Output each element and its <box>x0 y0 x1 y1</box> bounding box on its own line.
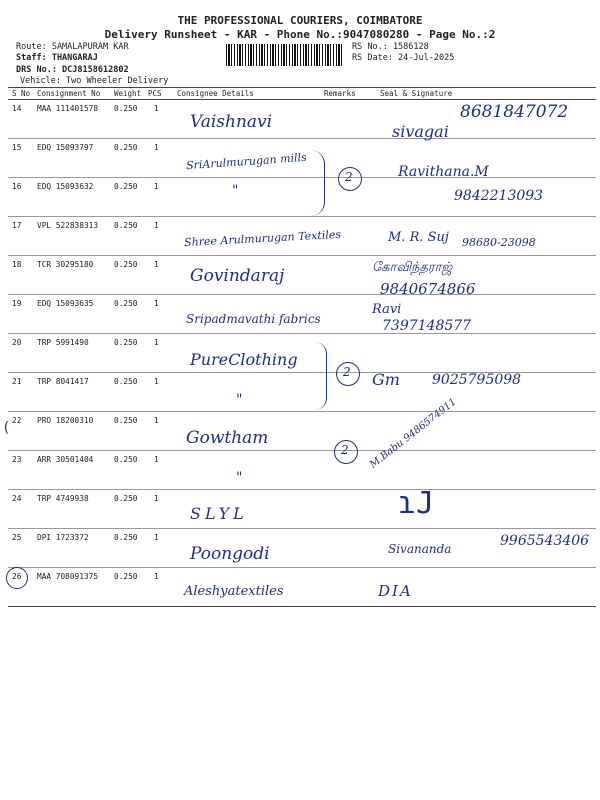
row-sno: 22 <box>12 416 22 425</box>
col-consignee: Consignee Details <box>177 89 254 98</box>
row-consignment: ARR 30501404 <box>37 455 94 464</box>
consignee-handwriting: Govindaraj <box>190 266 285 286</box>
row-sno: 17 <box>12 221 22 230</box>
consignee-handwriting: Aleshyatextiles <box>184 584 284 599</box>
col-seal: Seal & Signature <box>380 89 453 98</box>
row-weight: 0.250 <box>114 416 138 425</box>
phone-handwriting: 9840674866 <box>380 280 476 298</box>
col-pcs: PCS <box>148 89 162 98</box>
row-sno: 14 <box>12 104 22 113</box>
row-sno: 24 <box>12 494 22 503</box>
row-pcs: 1 <box>154 299 159 308</box>
row-sno: 21 <box>12 377 22 386</box>
rs-number: RS No.: 1586128 <box>352 42 429 52</box>
row-pcs: 1 <box>154 572 159 581</box>
row-pcs: 1 <box>154 455 159 464</box>
row-pcs: 1 <box>154 182 159 191</box>
row-weight: 0.250 <box>114 260 138 269</box>
row-weight: 0.250 <box>114 104 138 113</box>
signature-handwriting: கோவிந்தராஜ் <box>372 260 453 275</box>
phone-handwriting: 9025795098 <box>432 372 522 388</box>
col-weight: Weight <box>114 89 142 98</box>
col-sno: S No <box>12 89 31 98</box>
ditto-handwriting: " <box>232 183 239 199</box>
row-pcs: 1 <box>154 377 159 386</box>
row-weight: 0.250 <box>114 299 138 308</box>
count-handwriting: 2 <box>341 443 349 457</box>
consignee-handwriting: SLYL <box>190 504 248 523</box>
row-consignment: PRO 18200310 <box>37 416 94 425</box>
row-consignment: TRP 5991490 <box>37 338 89 347</box>
signature-handwriting: M.Babu 9486574911 <box>368 396 459 471</box>
count-handwriting: 2 <box>343 365 351 379</box>
row-consignment: TCR 30295180 <box>37 260 94 269</box>
signature-handwriting: Gm <box>372 370 400 389</box>
row-consignment: TRP 4749938 <box>37 494 89 503</box>
margin-mark: ( <box>2 420 11 436</box>
row-weight: 0.250 <box>114 455 138 464</box>
row-weight: 0.250 <box>114 494 138 503</box>
sno-circle-mark <box>6 567 28 589</box>
row-weight: 0.250 <box>114 221 138 230</box>
phone-handwriting: 9965543406 <box>500 533 590 549</box>
col-consignment: Consignment No <box>37 89 101 98</box>
row-consignment: EDQ 15093632 <box>37 182 94 191</box>
phone-handwriting: 8681847072 <box>460 102 569 122</box>
row-consignment: MAA 111401578 <box>37 104 99 113</box>
signature-handwriting: DIA <box>378 582 413 600</box>
consignee-handwriting: Shree Arulmurugan Textiles <box>183 227 342 250</box>
row-sno: 20 <box>12 338 22 347</box>
row-weight: 0.250 <box>114 182 138 191</box>
row-weight: 0.250 <box>114 572 138 581</box>
row-sno: 18 <box>12 260 22 269</box>
row-pcs: 1 <box>154 416 159 425</box>
row-sno: 23 <box>12 455 22 464</box>
consignee-handwriting: Poongodi <box>190 544 270 564</box>
row-consignment: VPL 522838313 <box>37 221 99 230</box>
row-consignment: EDQ 15093797 <box>37 143 94 152</box>
col-remarks: Remarks <box>324 89 356 98</box>
row-pcs: 1 <box>154 494 159 503</box>
rs-date: RS Date: 24-Jul-2025 <box>352 53 455 63</box>
row-sno: 15 <box>12 143 22 152</box>
phone-handwriting: 98680-23098 <box>462 236 536 249</box>
consignee-handwriting: Gowtham <box>186 428 269 448</box>
consignee-handwriting: PureClothing <box>190 350 298 369</box>
company-title: THE PROFESSIONAL COURIERS, COIMBATORE <box>177 14 423 27</box>
runsheet-subtitle: Delivery Runsheet - KAR - Phone No.:9047080280 - Page No.:2 <box>104 28 496 41</box>
consignee-handwriting: SriArulmurugan mills <box>185 150 308 173</box>
row-pcs: 1 <box>154 533 159 542</box>
count-handwriting: 2 <box>345 170 353 184</box>
drs-number: DRS No.: DCJ8158612802 <box>16 65 129 75</box>
row-pcs: 1 <box>154 221 159 230</box>
phone-handwriting: 7397148577 <box>382 318 472 334</box>
stamp-signature: ɿJ <box>398 486 435 521</box>
signature-handwriting: sivagai <box>392 122 449 141</box>
row-consignment: EDQ 15093635 <box>37 299 94 308</box>
row-sno: 25 <box>12 533 22 542</box>
bracket-mark <box>314 342 327 410</box>
row-pcs: 1 <box>154 338 159 347</box>
signature-handwriting: Ravithana.M <box>398 164 489 180</box>
consignee-handwriting: Vaishnavi <box>190 112 273 132</box>
row-sno: 19 <box>12 299 22 308</box>
row-weight: 0.250 <box>114 377 138 386</box>
staff-label: Staff: THANGARAJ <box>16 53 98 63</box>
row-consignment: DPI 1723372 <box>37 533 89 542</box>
row-sno: 26 <box>12 572 22 581</box>
ditto-handwriting: " <box>236 470 243 486</box>
consignee-handwriting: Sripadmavathi fabrics <box>186 312 321 326</box>
row-weight: 0.250 <box>114 338 138 347</box>
signature-handwriting: Ravi <box>372 302 402 317</box>
ditto-handwriting: " <box>236 392 243 408</box>
route-label: Route: SAMALAPURAM KAR <box>16 42 129 52</box>
row-sno: 16 <box>12 182 22 191</box>
signature-handwriting: Sivananda <box>388 542 452 556</box>
bracket-mark <box>310 150 325 216</box>
row-consignment: TRP 8041417 <box>37 377 89 386</box>
row-weight: 0.250 <box>114 143 138 152</box>
vehicle-label: Vehicle: Two Wheeler Delivery <box>20 76 169 86</box>
row-pcs: 1 <box>154 104 159 113</box>
signature-handwriting: M. R. Suj <box>388 230 449 245</box>
row-weight: 0.250 <box>114 533 138 542</box>
barcode <box>226 44 344 66</box>
row-pcs: 1 <box>154 143 159 152</box>
row-consignment: MAA 708091375 <box>37 572 99 581</box>
phone-handwriting: 9842213093 <box>454 188 544 204</box>
row-pcs: 1 <box>154 260 159 269</box>
